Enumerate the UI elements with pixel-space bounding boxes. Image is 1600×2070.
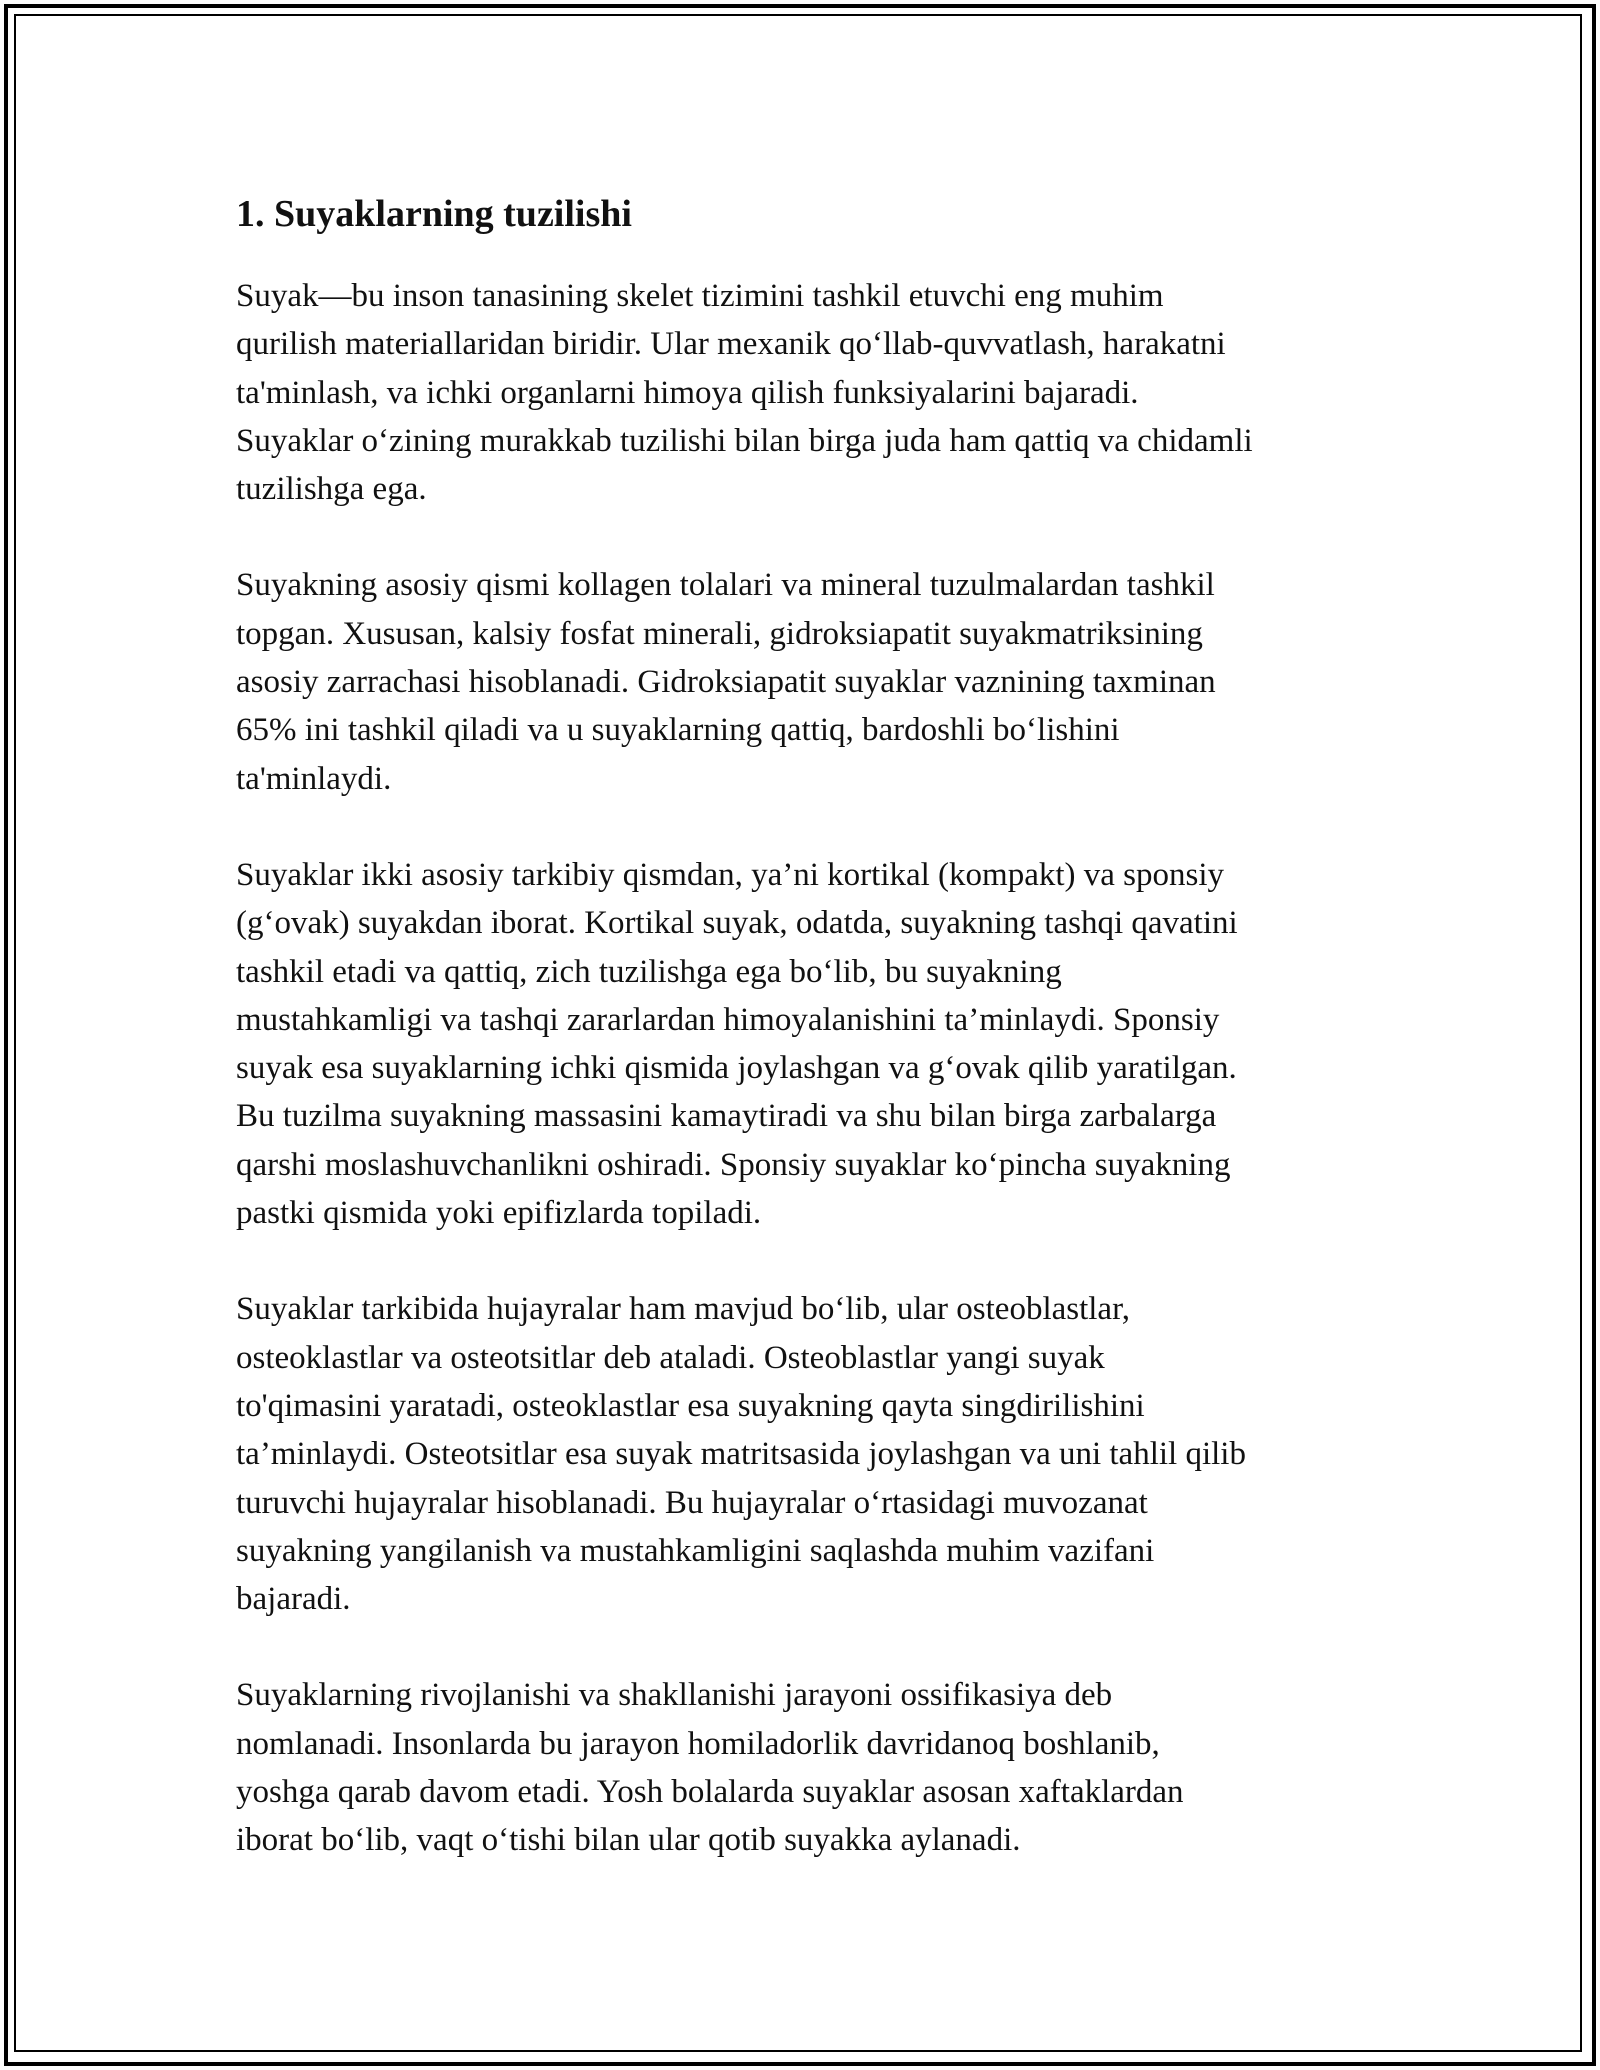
paragraph-line: Suyaklarning rivojlanishi va shakllanishi jarayoni ossifikasiya deb xyxy=(236,1677,1113,1714)
paragraph-line: ta'minlash, va ichki organlarni himoya qilish funksiyalarini bajaradi. xyxy=(236,374,1139,411)
paragraph xyxy=(236,561,1376,802)
paragraph-line: mustahkamligi va tashqi zararlardan himoyalanishini ta’minlaydi. Sponsiy xyxy=(236,1001,1220,1038)
paragraph-line: suyak esa suyaklarning ichki qismida joylashgan va g‘ovak qilib yaratilgan. xyxy=(236,1050,1237,1087)
paragraph-line: qarshi moslashuvchanlikni oshiradi. Sponsiy suyaklar ko‘pincha suyakning xyxy=(236,1146,1231,1183)
paragraph-line: 65% ini tashkil qiladi va u suyaklarning qattiq, bardoshli bo‘lishini xyxy=(236,712,1120,749)
paragraph-line: Suyaklar tarkibida hujayralar ham mavjud bo‘lib, ular osteoblastlar, xyxy=(236,1291,1130,1328)
paragraph-line: to'qimasini yaratadi, osteoklastlar esa suyakning qayta singdirilishini xyxy=(236,1387,1145,1424)
paragraph-line: nomlanadi. Insonlarda bu jarayon homiladorlik davridanoq boshlanib, xyxy=(236,1725,1160,1762)
paragraph-line: yoshga qarab davom etadi. Yosh bolalarda suyaklar asosan xaftaklardan xyxy=(236,1774,1184,1811)
paragraph-line: asosiy zarrachasi hisoblanadi. Gidroksiapatit suyaklar vaznining taxminan xyxy=(236,664,1216,701)
paragraph-line: Suyakning asosiy qismi kollagen tolalari va mineral tuzulmalardan tashkil xyxy=(236,567,1215,604)
paragraph-line: tuzilishga ega. xyxy=(236,471,427,508)
paragraph-line: pastki qismida yoki epifizlarda topiladi. xyxy=(236,1195,762,1232)
paragraph-line: Suyaklar o‘zining murakkab tuzilishi bilan birga juda ham qattiq va chidamli xyxy=(236,422,1253,459)
paragraph xyxy=(236,1285,1376,1623)
paragraph-line: suyakning yangilanish va mustahkamligini saqlashda muhim vazifani xyxy=(236,1532,1155,1569)
paragraph-line: ta’minlaydi. Osteotsitlar esa suyak matritsasida joylashgan va uni tahlil qilib xyxy=(236,1436,1246,1473)
paragraph-list xyxy=(236,272,1376,1865)
paragraph-line: ta'minlaydi. xyxy=(236,760,392,797)
paragraph-line: qurilish materiallaridan biridir. Ular mexanik qo‘llab-quvvatlash, harakatni xyxy=(236,326,1226,363)
paragraph-line: turuvchi hujayralar hisoblanadi. Bu hujayralar o‘rtasidagi muvozanat xyxy=(236,1484,1148,1521)
paragraph-line: Bu tuzilma suyakning massasini kamaytiradi va shu bilan birga zarbalarga xyxy=(236,1098,1217,1135)
document-title: 1. Suyaklarning tuzilishi xyxy=(236,193,632,235)
document-body xyxy=(236,186,1376,1913)
paragraph-line: topgan. Xususan, kalsiy fosfat minerali, gidroksiapatit suyakmatriksining xyxy=(236,615,1203,652)
paragraph xyxy=(236,851,1376,1237)
paragraph-line: iborat bo‘lib, vaqt o‘tishi bilan ular qotib suyakka aylanadi. xyxy=(236,1822,1021,1859)
paragraph xyxy=(236,272,1376,513)
paragraph-line: bajaradi. xyxy=(236,1581,351,1618)
paragraph-line: tashkil etadi va qattiq, zich tuzilishga ega bo‘lib, bu suyakning xyxy=(236,953,1062,990)
paragraph-line: Suyaklar ikki asosiy tarkibiy qismdan, ya’ni kortikal (kompakt) va sponsiy xyxy=(236,856,1225,893)
paragraph-line: osteoklastlar va osteotsitlar deb ataladi. Osteoblastlar yangi suyak xyxy=(236,1339,1105,1376)
paragraph xyxy=(236,1671,1376,1864)
paragraph-line: Suyak—bu inson tanasining skelet tizimini tashkil etuvchi eng muhim xyxy=(236,278,1164,314)
paragraph-line: (g‘ovak) suyakdan iborat. Kortikal suyak, odatda, suyakning tashqi qavatini xyxy=(236,905,1238,942)
